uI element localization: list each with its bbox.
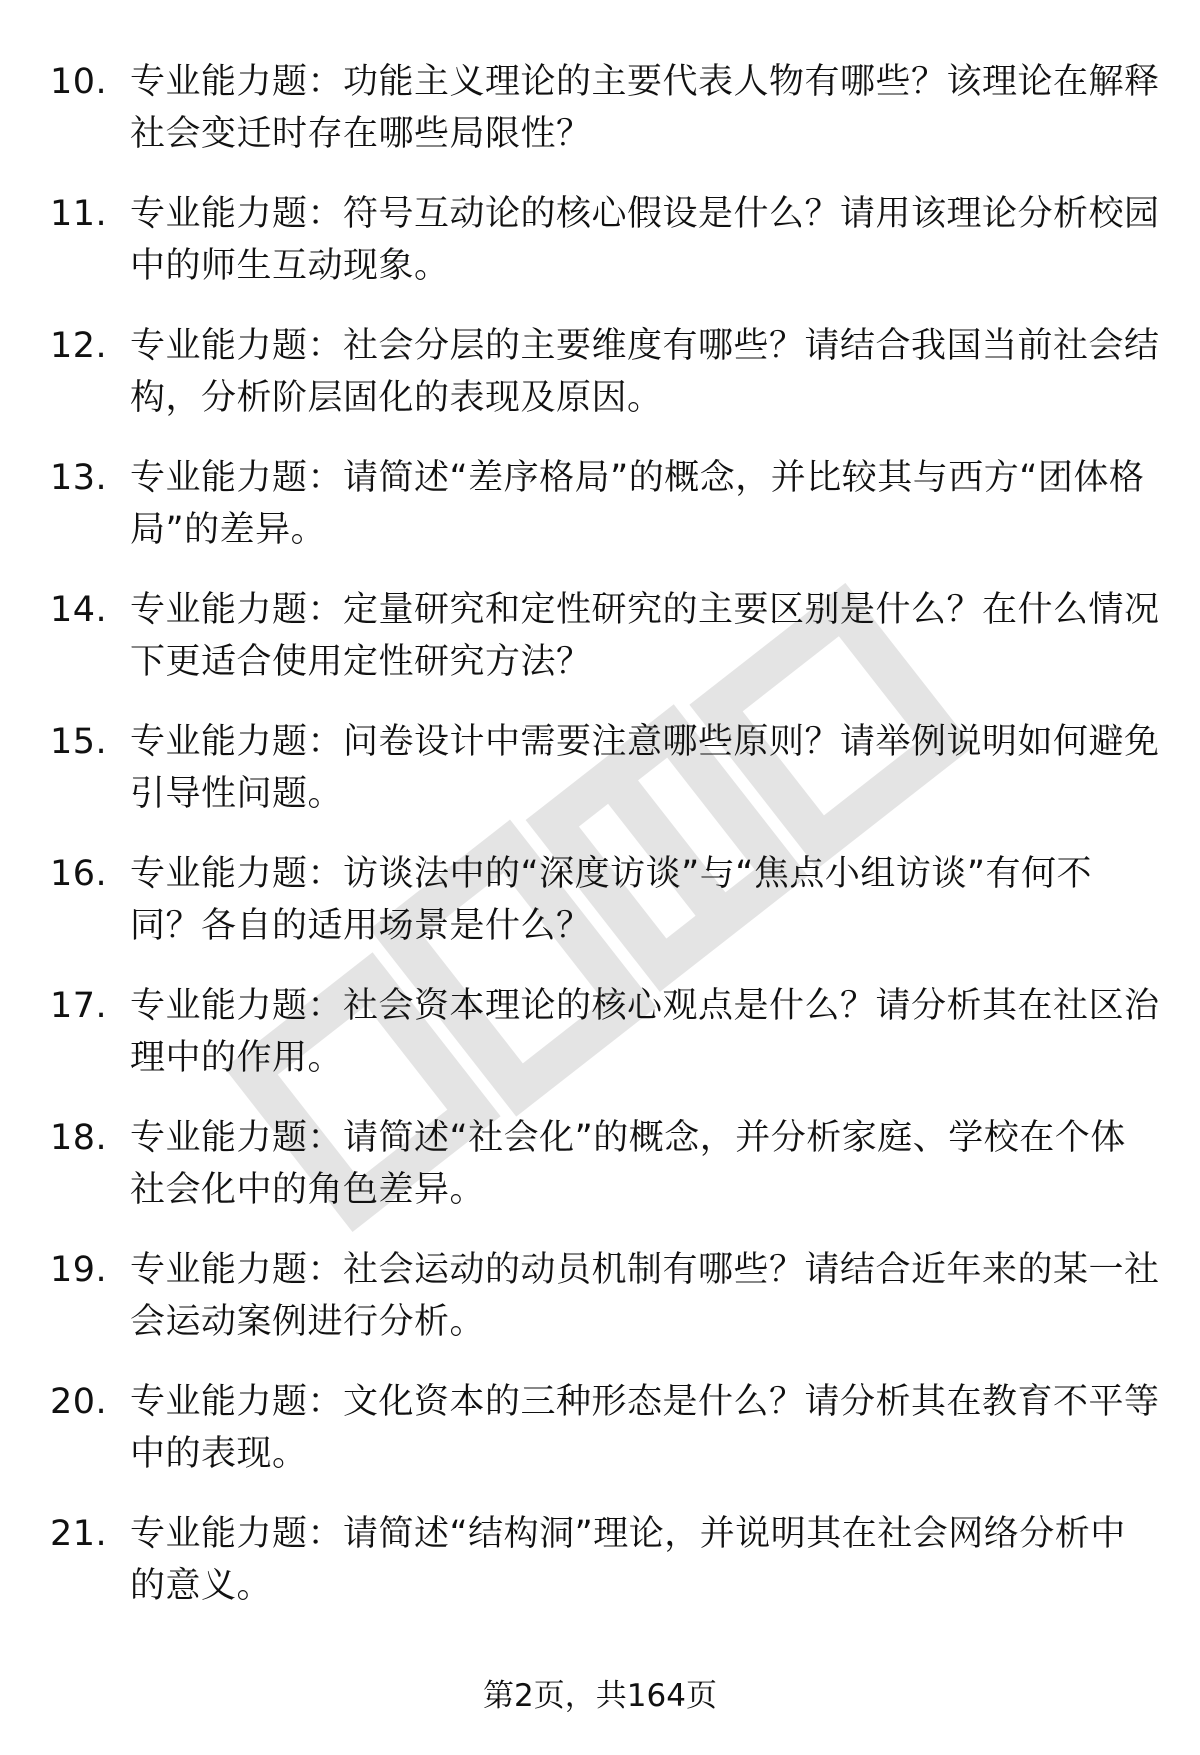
question-item bbox=[50, 980, 1160, 1084]
question-text: 专业能力题：社会资本理论的核心观点是什么？请分析其在社区治理中的作用。 bbox=[130, 986, 1160, 1078]
question-number: 10. bbox=[50, 62, 108, 102]
question-item bbox=[50, 848, 1160, 952]
question-text: 专业能力题：文化资本的三种形态是什么？请分析其在教育不平等中的表现。 bbox=[130, 1382, 1160, 1474]
question-number: 21. bbox=[50, 1514, 108, 1554]
question-number: 17. bbox=[50, 986, 108, 1026]
question-number: 16. bbox=[50, 854, 108, 894]
question-item bbox=[50, 584, 1160, 688]
question-item bbox=[50, 1244, 1160, 1348]
question-item bbox=[50, 452, 1160, 556]
question-item bbox=[50, 1376, 1160, 1480]
question-text: 专业能力题：请简述“社会化”的概念，并分析家庭、学校在个体社会化中的角色差异。 bbox=[130, 1118, 1126, 1210]
question-item bbox=[50, 1112, 1160, 1216]
question-number: 12. bbox=[50, 326, 108, 366]
question-text: 专业能力题：社会分层的主要维度有哪些？请结合我国当前社会结构，分析阶层固化的表现及原因。 bbox=[130, 326, 1160, 418]
question-item bbox=[50, 716, 1160, 820]
question-text: 专业能力题：请简述“结构洞”理论，并说明其在社会网络分析中的意义。 bbox=[130, 1514, 1126, 1606]
question-number: 11. bbox=[50, 194, 108, 234]
question-text: 专业能力题：访谈法中的“深度访谈”与“焦点小组访谈”有何不同？各自的适用场景是什么？ bbox=[130, 854, 1093, 946]
question-number: 19. bbox=[50, 1250, 108, 1290]
question-item bbox=[50, 1508, 1160, 1612]
question-text: 专业能力题：社会运动的动员机制有哪些？请结合近年来的某一社会运动案例进行分析。 bbox=[130, 1250, 1160, 1342]
question-item bbox=[50, 188, 1160, 292]
question-number: 20. bbox=[50, 1382, 108, 1422]
question-text: 专业能力题：问卷设计中需要注意哪些原则？请举例说明如何避免引导性问题。 bbox=[130, 722, 1160, 814]
question-number: 15. bbox=[50, 722, 108, 762]
question-item bbox=[50, 320, 1160, 424]
question-item bbox=[50, 56, 1160, 160]
question-number: 13. bbox=[50, 458, 108, 498]
question-text: 专业能力题：请简述“差序格局”的概念，并比较其与西方“团体格局”的差异。 bbox=[130, 458, 1145, 550]
question-text: 专业能力题：符号互动论的核心假设是什么？请用该理论分析校园中的师生互动现象。 bbox=[130, 194, 1160, 286]
question-number: 18. bbox=[50, 1118, 108, 1158]
question-number: 14. bbox=[50, 590, 108, 630]
page-number-footer: 第2页，共164页 bbox=[483, 1678, 717, 1714]
question-text: 专业能力题：功能主义理论的主要代表人物有哪些？该理论在解释社会变迁时存在哪些局限性？ bbox=[130, 62, 1160, 154]
question-text: 专业能力题：定量研究和定性研究的主要区别是什么？在什么情况下更适合使用定性研究方法？ bbox=[130, 590, 1160, 682]
question-list bbox=[50, 56, 1160, 1640]
